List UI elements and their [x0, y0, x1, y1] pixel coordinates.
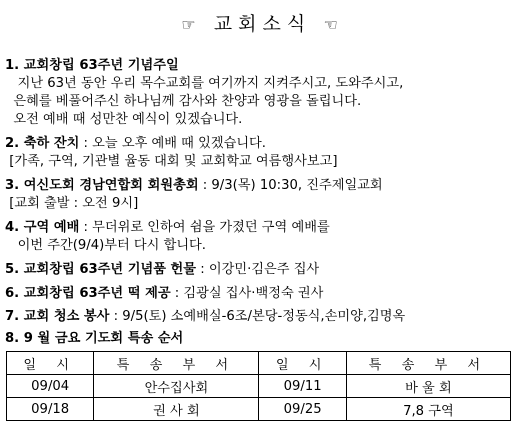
- table-cell: 09/04: [7, 375, 94, 398]
- item-3-line-1: [교회 출발 : 오전 9시]: [5, 196, 139, 211]
- header-group-1: 특 송 부 서: [94, 352, 259, 375]
- item-5-text: : 이강민·김은주 집사: [196, 262, 320, 277]
- table-cell: 09/18: [7, 398, 94, 421]
- item-3-text: : 9/3(목) 10:30, 진주제일교회: [198, 178, 383, 193]
- item-3-heading: 3. 여신도회 경남연합회 회원총회: [5, 178, 199, 193]
- item-6: [5, 286, 323, 302]
- title-text: 교 회 소 식: [213, 13, 306, 35]
- item-2: [5, 136, 266, 152]
- item-4-heading: 4. 구역 예배: [5, 220, 80, 235]
- table-cell: 09/11: [259, 375, 346, 398]
- table-cell: 09/25: [259, 398, 346, 421]
- item-4-line-1: 이번 주간(9/4)부터 다시 합니다.: [5, 238, 206, 253]
- header-group-2: 특 송 부 서: [346, 352, 510, 375]
- item-5: [5, 262, 319, 278]
- item-8-heading: 8. 9 월 금요 기도회 특송 순서: [5, 331, 184, 346]
- special-song-schedule-table: [6, 351, 511, 421]
- item-1-heading: 1. 교회창립 63주년 기념주일: [5, 58, 179, 73]
- item-7-heading: 7. 교회 청소 봉사: [5, 309, 110, 324]
- item-1-line-3: 오전 예배 때 성만찬 예식이 있겠습니다.: [5, 112, 243, 127]
- item-4: [5, 220, 330, 236]
- item-2-heading: 2. 축하 잔치: [5, 136, 80, 151]
- table-cell: 권 사 회: [94, 398, 259, 421]
- table-cell: 바 울 회: [346, 375, 510, 398]
- page-title: [0, 9, 519, 36]
- header-date-1: 일 시: [7, 352, 94, 375]
- item-3: [5, 178, 383, 194]
- item-7: [5, 309, 405, 325]
- item-2-text: : 오늘 오후 예배 때 있겠습니다.: [79, 136, 266, 151]
- item-6-heading: 6. 교회창립 63주년 떡 제공: [5, 286, 171, 301]
- item-7-text: : 9/5(토) 소예배실-6조/본당-정동식,손미양,김명옥: [109, 309, 406, 324]
- table-cell: 7,8 구역: [346, 398, 510, 421]
- table-cell: 안수집사회: [94, 375, 259, 398]
- pointing-right-hand-icon: ☞: [181, 15, 196, 34]
- item-5-heading: 5. 교회창립 63주년 기념품 헌물: [5, 262, 197, 277]
- table-row: [7, 375, 511, 398]
- table-row: [7, 398, 511, 421]
- item-2-line-1: [가족, 구역, 기관별 율동 대회 및 교회학교 여름행사보고]: [5, 154, 338, 169]
- table-header-row: [7, 352, 511, 375]
- header-date-2: 일 시: [259, 352, 346, 375]
- item-1-line-2: 은혜를 베풀어주신 하나님께 감사와 찬양과 영광을 돌립니다.: [5, 94, 362, 109]
- item-1-line-1: 지난 63년 동안 우리 목수교회를 여기까지 지켜주시고, 도와주시고,: [5, 76, 404, 91]
- item-4-text: : 무더위로 인하여 쉼을 가졌던 구역 예배를: [79, 220, 330, 235]
- item-6-text: : 김광실 집사·백정숙 권사: [170, 286, 324, 301]
- pointing-left-hand-icon: ☜: [323, 15, 338, 34]
